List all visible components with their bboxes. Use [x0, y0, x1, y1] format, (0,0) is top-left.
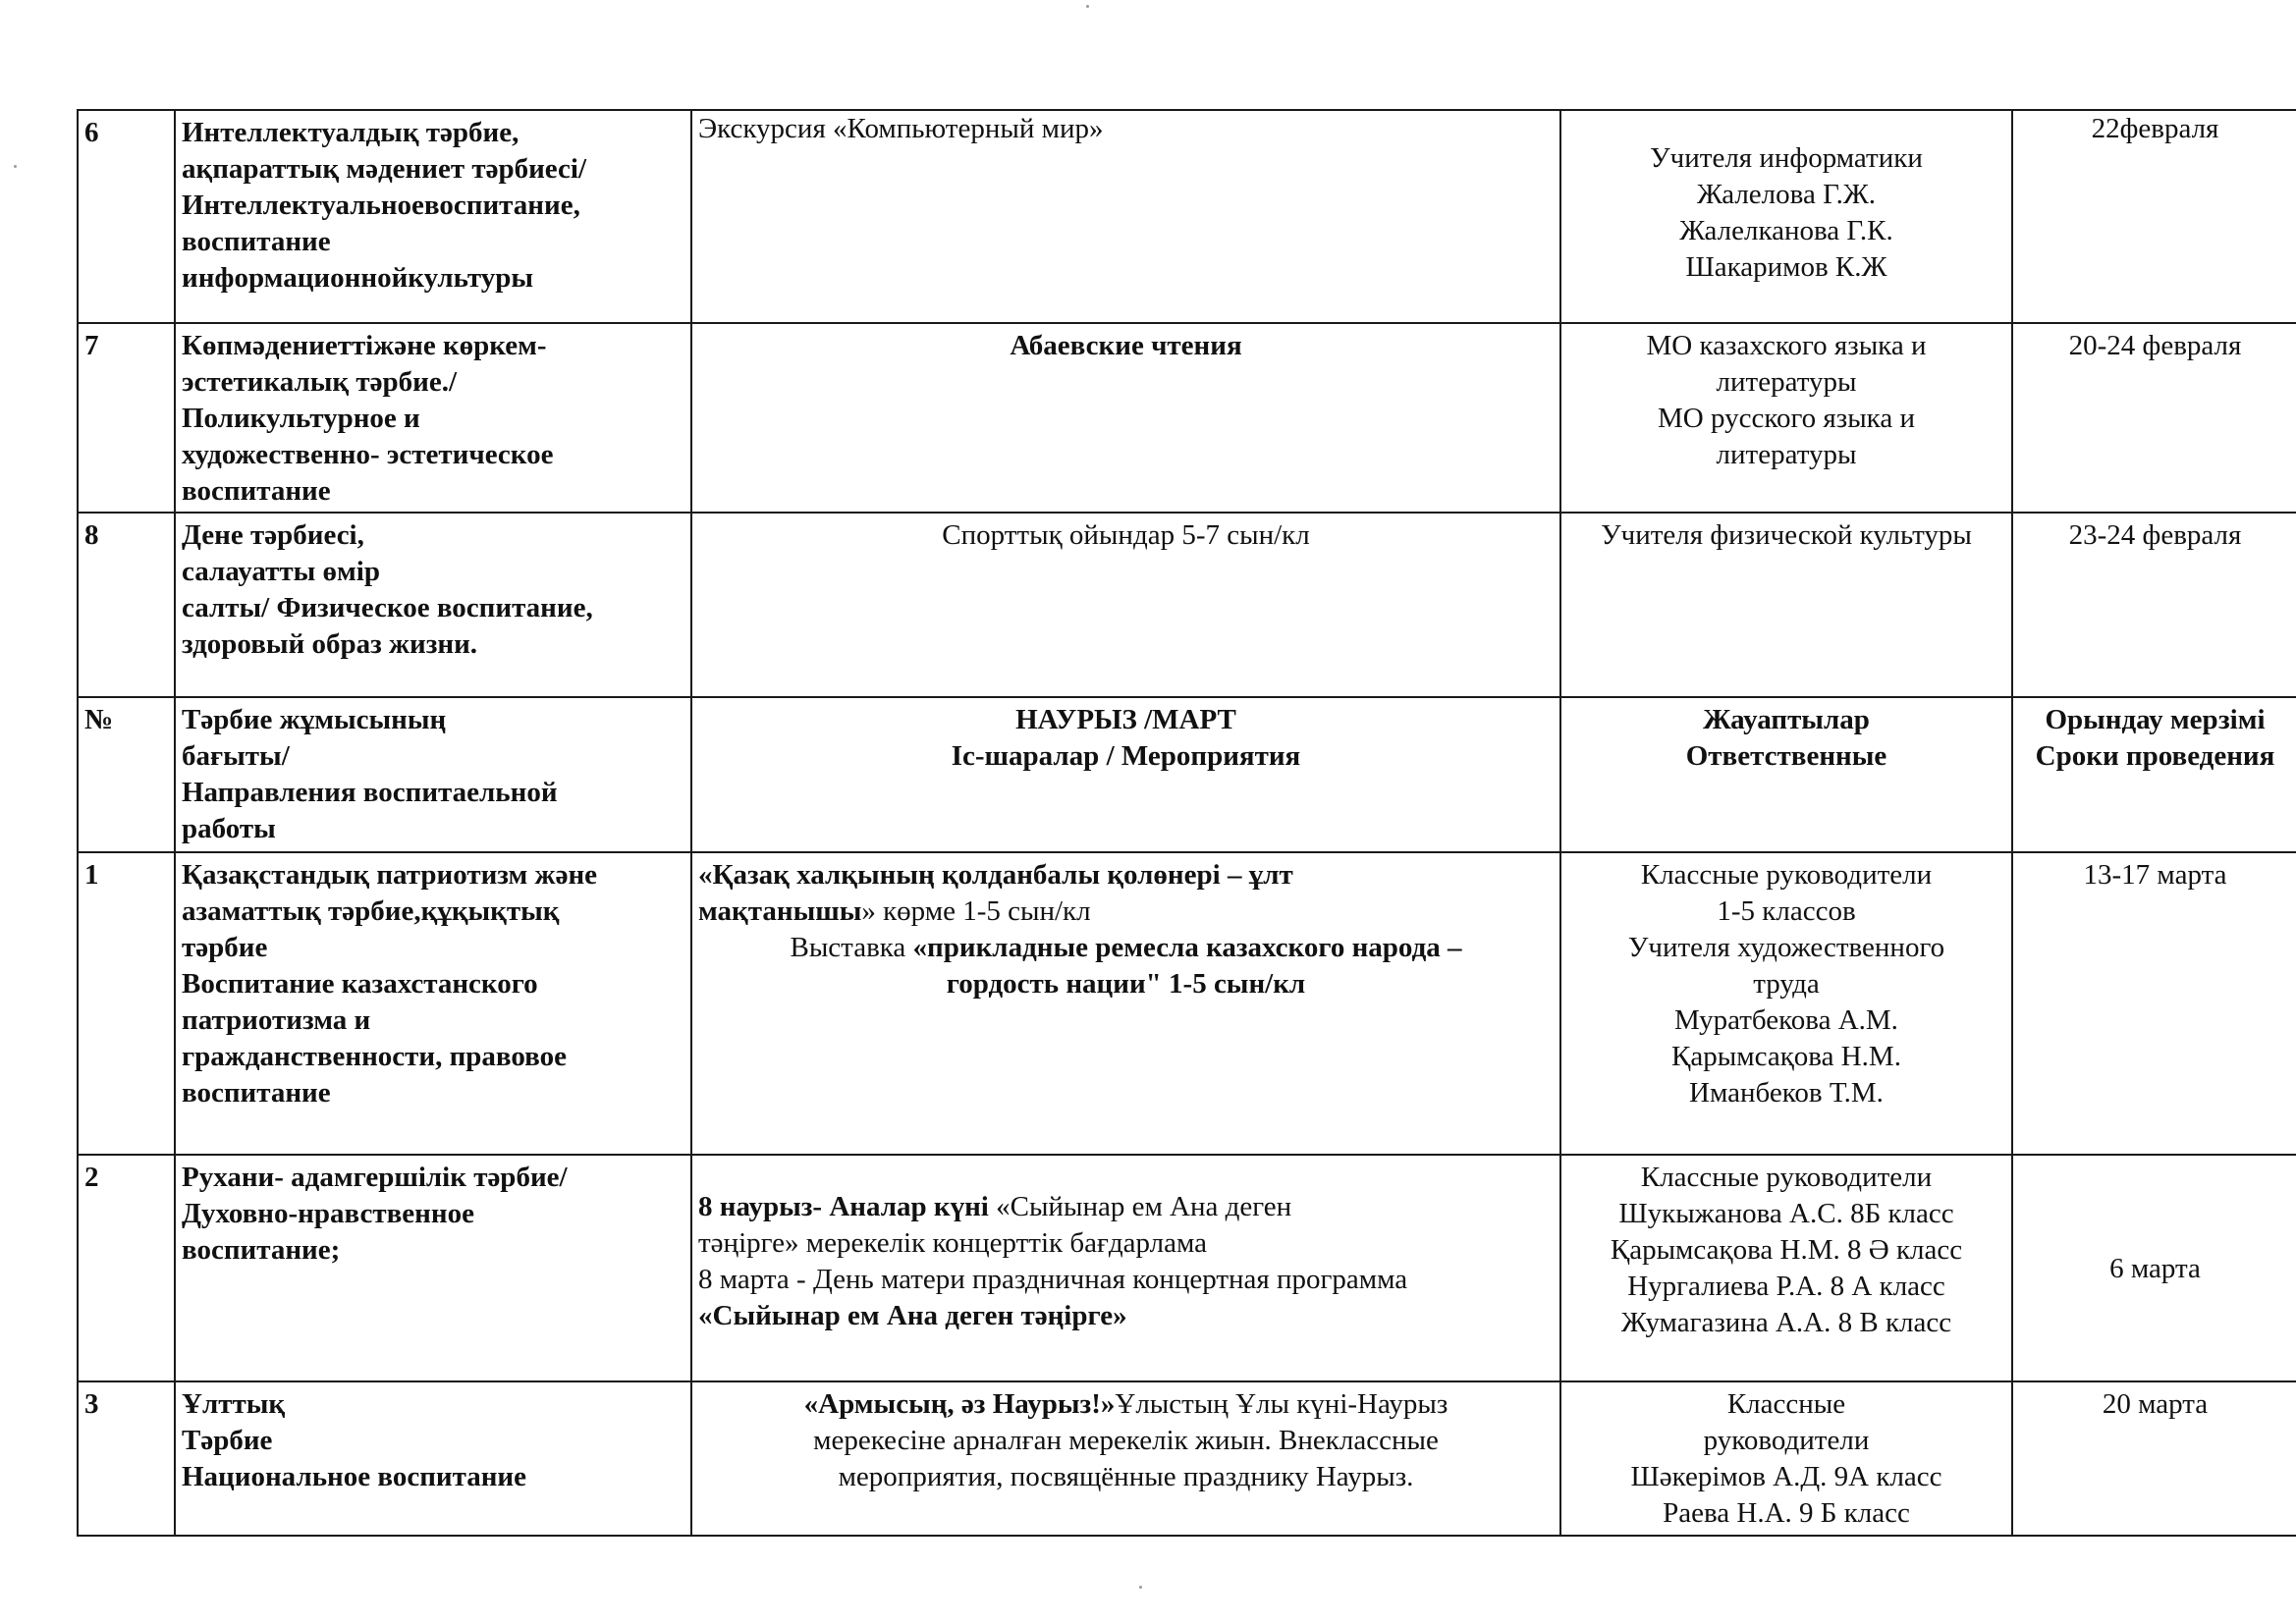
- direction-cell: Ұлттық Тәрбие Национальное воспитание: [175, 1381, 691, 1536]
- table-row: [78, 110, 2296, 323]
- direction-cell: Көпмәдениеттіжәне көркем- эстетикалық тәрбие./ Поликультурное и художественно- эстетическое воспитание: [175, 323, 691, 513]
- responsible-cell: МО казахского языка и литературы МО русского языка и литературы: [1560, 323, 2012, 513]
- row-number: 7: [78, 323, 175, 513]
- header-responsible: Жауаптылар Ответственные: [1560, 697, 2012, 852]
- responsible-cell: Учителя физической культуры: [1560, 513, 2012, 697]
- table-row: [78, 513, 2296, 697]
- event-cell: 8 наурыз- Аналар күні «Сыйынар ем Ана деген тәңірге» мерекелік концерттік бағдарлама 8 марта - День матери праздничная концертная программа «Сыйынар ем Ана деген тәңірге»: [691, 1155, 1560, 1381]
- row-number: 3: [78, 1381, 175, 1536]
- direction-cell: Рухани- адамгершілік тәрбие/ Духовно-нравственное воспитание;: [175, 1155, 691, 1381]
- scan-speck: [1139, 1586, 1142, 1589]
- table-header-row: [78, 697, 2296, 852]
- direction-cell: Қазақстандық патриотизм және азаматтық тәрбие,құқықтық тәрбие Воспитание казахстанского патриотизма и гражданственности, правовое воспитание: [175, 852, 691, 1155]
- row-number: 2: [78, 1155, 175, 1381]
- row-number: 8: [78, 513, 175, 697]
- header-date: Орындау мерзімі Сроки проведения: [2012, 697, 2296, 852]
- date-cell: 6 марта: [2012, 1155, 2296, 1381]
- table-row: [78, 1155, 2296, 1381]
- direction-cell: Интеллектуалдық тәрбие, ақпараттық мәдениет тәрбиесі/ Интеллектуальноевоспитание, воспитание информационнойкультуры: [175, 110, 691, 323]
- responsible-cell: Классные руководители 1-5 классов Учителя художественного труда Муратбекова А.М. Қарымсақова Н.М. Иманбеков Т.М.: [1560, 852, 2012, 1155]
- date-cell: 22февраля: [2012, 110, 2296, 323]
- date-cell: 20-24 февраля: [2012, 323, 2296, 513]
- table-row: [78, 323, 2296, 513]
- responsible-cell: Классные руководители Шукыжанова А.С. 8Б класс Қарымсақова Н.М. 8 Ә класс Нургалиева Р.А. 8 А класс Жумагазина А.А. 8 В класс: [1560, 1155, 2012, 1381]
- direction-cell: Дене тәрбиесі, салауатты өмір салты/ Физическое воспитание, здоровый образ жизни.: [175, 513, 691, 697]
- date-cell: 20 марта: [2012, 1381, 2296, 1536]
- scan-speck: [1086, 5, 1089, 8]
- event-cell: Абаевские чтения: [691, 323, 1560, 513]
- scan-speck: [14, 165, 17, 168]
- header-direction: Тәрбие жұмысының бағыты/ Направления воспитаельной работы: [175, 697, 691, 852]
- table-row: [78, 852, 2296, 1155]
- header-number: №: [78, 697, 175, 852]
- row-number: 1: [78, 852, 175, 1155]
- event-cell: Экскурсия «Компьютерный мир»: [691, 110, 1560, 323]
- event-cell: «Армысың, әз Наурыз!»Ұлыстың Ұлы күні-Наурыз мерекесіне арналған мерекелік жиын. Внеклассные мероприятия, посвящённые празднику Наурыз.: [691, 1381, 1560, 1536]
- row-number: 6: [78, 110, 175, 323]
- date-cell: 13-17 марта: [2012, 852, 2296, 1155]
- table-row: [78, 1381, 2296, 1536]
- event-cell: «Қазақ халқының қолданбалы қолөнері – ұлт мақтанышы» көрме 1-5 сын/кл Выставка «прикладные ремесла казахского народа – гордость нации" 1-5 сын/кл: [691, 852, 1560, 1155]
- responsible-cell: Учителя информатики Жалелова Г.Ж. Жалелканова Г.К. Шакаримов К.Ж: [1560, 110, 2012, 323]
- responsible-cell: Классные руководители Шәкерімов А.Д. 9А класс Раева Н.А. 9 Б класс: [1560, 1381, 2012, 1536]
- date-cell: 23-24 февраля: [2012, 513, 2296, 697]
- header-event: НАУРЫЗ /МАРТ Іс-шаралар / Мероприятия: [691, 697, 1560, 852]
- event-cell: Спорттық ойындар 5-7 сын/кл: [691, 513, 1560, 697]
- education-plan-table: [77, 109, 2296, 1537]
